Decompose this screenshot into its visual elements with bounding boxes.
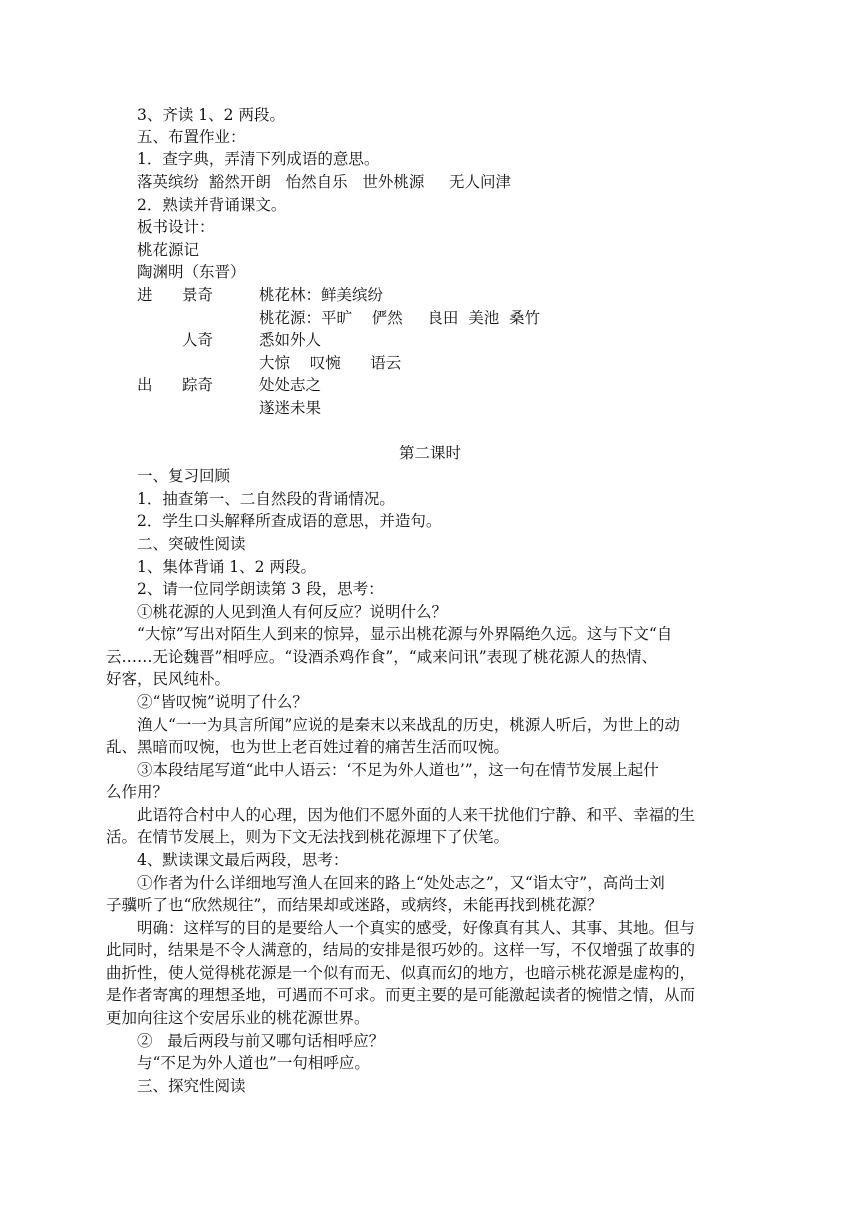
board-trace-2: 遂迷未果	[259, 399, 322, 417]
section-title: 第二课时	[398, 444, 461, 462]
text-line: 此同时，结果是不令人满意的，结局的安排是很巧妙的。这样一写，不仅增强了故事的	[106, 941, 696, 959]
board-people-1: 悉如外人	[259, 331, 322, 349]
board-in-label: 进	[137, 286, 153, 304]
text-line: 好客，民风纯朴。	[106, 670, 231, 688]
text-line: 1．抽查第一、二自然段的背诵情况。	[137, 490, 395, 508]
text-line: ①作者为什么详细地写渔人在回来的路上“处处志之”，又“诣太守”，高尚士刘	[137, 874, 665, 892]
text-line: 3、齐读 1、2 两段。	[137, 106, 285, 124]
board-people-2: 大惊 叹惋 语云	[259, 354, 402, 372]
text-line: 板书设计：	[137, 218, 215, 236]
board-scene-2: 桃花源：平旷 俨然 良田 美池 桑竹	[259, 309, 541, 327]
board-trace-1: 处处志之	[259, 376, 322, 394]
text-line: ③本段结尾写道“此中人语云：‘不足为外人道也’”，这一句在情节发展上起什	[137, 761, 659, 779]
text-line: 2、请一位同学朗读第 3 段，思考：	[137, 580, 384, 598]
text-line: 1．查字典，弄清下列成语的意思。	[137, 150, 380, 168]
text-line: 二、突破性阅读	[137, 535, 246, 553]
text-line: 与“不足为外人道也”一句相呼应。	[137, 1054, 370, 1072]
text-line: 落英缤纷 豁然开朗 怡然自乐 世外桃源 无人问津	[137, 173, 512, 191]
text-line: ② 最后两段与前又哪句话相呼应？	[137, 1032, 385, 1050]
board-people-label: 人奇	[182, 331, 214, 349]
text-line: “大惊”写出对陌生人到来的惊异，显示出桃花源与外界隔绝久远。这与下文“自	[137, 625, 673, 643]
text-line: 云……无论魏晋”相呼应。“设酒杀鸡作食”，“咸来问讯”表现了桃花源人的热情、	[106, 648, 658, 666]
text-line: 此语符合村中人的心理，因为他们不愿外面的人来干扰他们宁静、和平、幸福的生	[137, 806, 696, 824]
text-line: 活。在情节发展上，则为下文无法找到桃花源埋下了伏笔。	[106, 828, 510, 846]
text-line: 更加向往这个安居乐业的桃花源世界。	[106, 1009, 370, 1027]
text-line: 4、默读课文最后两段，思考：	[137, 851, 349, 869]
text-line: 曲折性，使人觉得桃花源是一个似有而无、似真而幻的地方，也暗示桃花源是虚构的，	[106, 964, 696, 982]
text-line: 乱、黑暗而叹惋，也为世上老百姓过着的痛苦生活而叹惋。	[106, 738, 510, 756]
text-line: 渔人“一一为具言所闻”应说的是秦末以来战乱的历史，桃源人听后，为世上的动	[137, 716, 680, 734]
board-scene-1: 桃花林：鲜美缤纷	[259, 286, 384, 304]
text-line: 是作者寄寓的理想圣地，可遇而不可求。而更主要的是可能激起读者的惋惜之情，从而	[106, 986, 696, 1004]
text-line: 子骥听了也“欣然规往”，而结果却或迷路，或病终，未能再找到桃花源？	[106, 896, 603, 914]
text-line: 五、布置作业：	[137, 128, 246, 146]
text-line: 三、探究性阅读	[137, 1077, 246, 1095]
board-out-label: 出	[137, 376, 153, 394]
text-line: ①桃花源的人见到渔人有何反应？说明什么？	[137, 603, 448, 621]
text-line: 2．熟读并背诵课文。	[137, 196, 287, 214]
text-line: 一、复习回顾	[137, 467, 231, 485]
board-trace-label: 踪奇	[182, 376, 214, 394]
text-line: 1、集体背诵 1、2 两段。	[137, 558, 316, 576]
text-line: ②“皆叹惋”说明了什么？	[137, 693, 308, 711]
text-line: 明确：这样写的目的是要给人一个真实的感受，好像真有其人、其事、其地。但与	[137, 919, 696, 937]
text-line: 陶渊明（东晋）	[137, 263, 246, 281]
text-line: 么作用？	[106, 783, 169, 801]
text-line: 桃花源记	[137, 241, 200, 259]
board-scene-label: 景奇	[182, 286, 214, 304]
text-line: 2．学生口头解释所查成语的意思，并造句。	[137, 512, 442, 530]
